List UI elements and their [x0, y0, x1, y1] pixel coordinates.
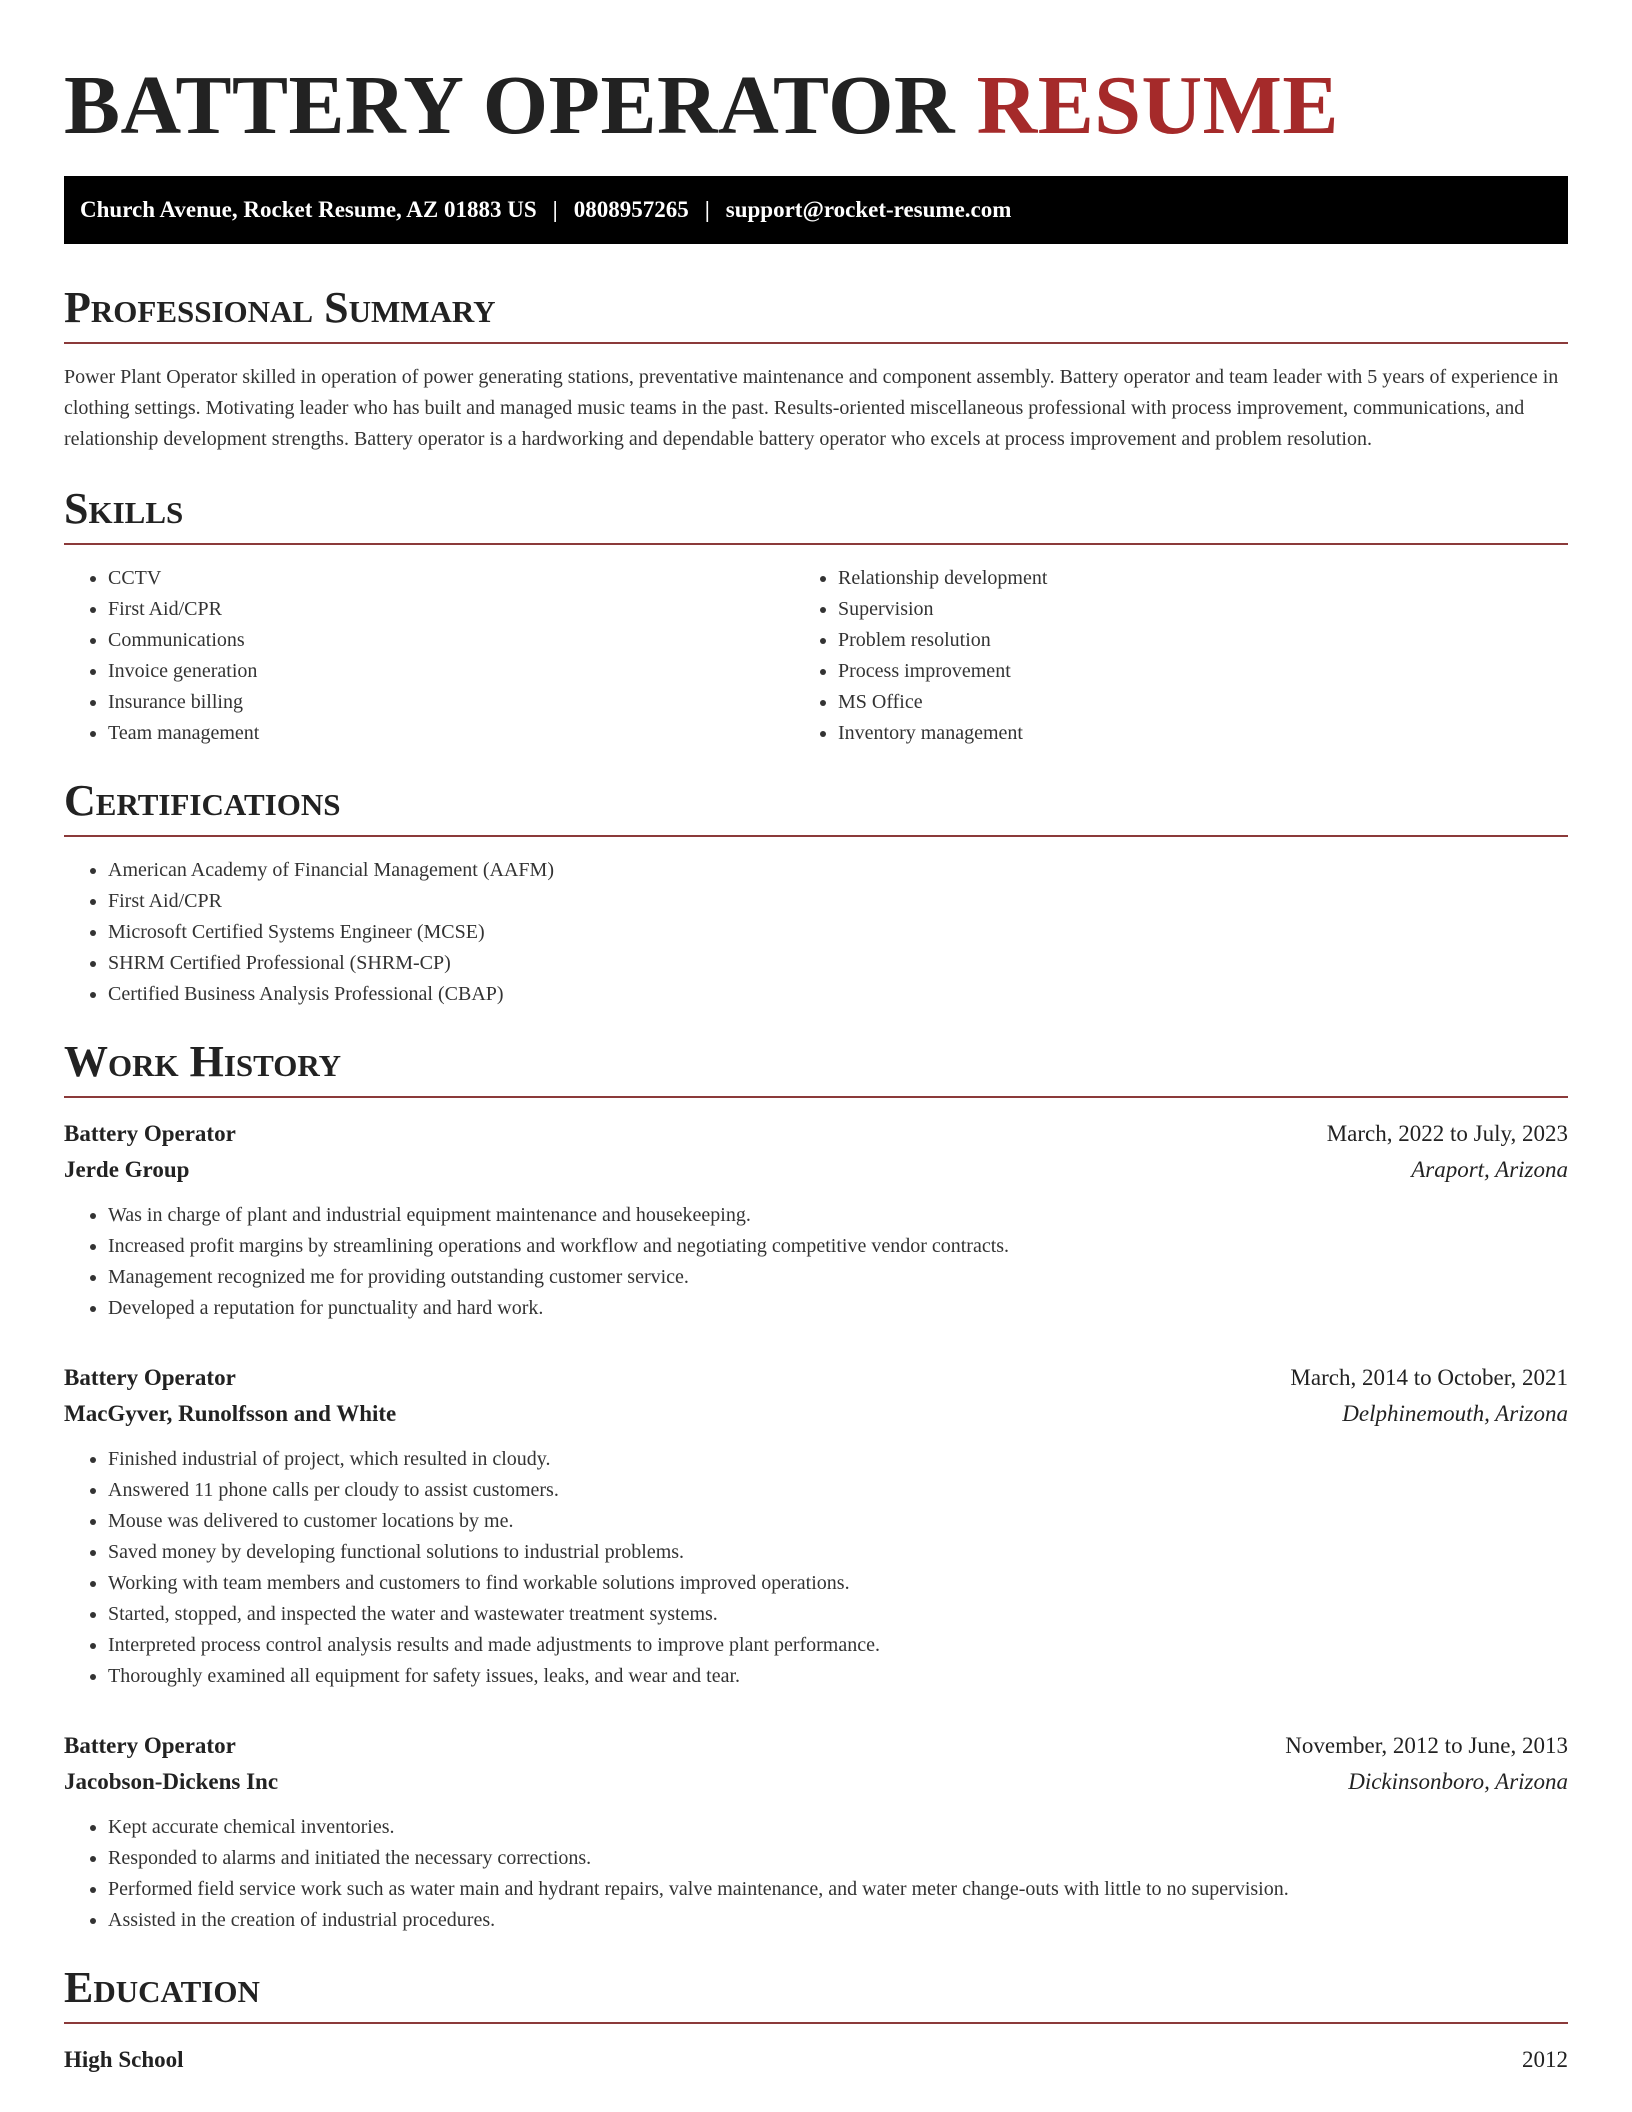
job-dates: March, 2014 to October, 2021: [1290, 1365, 1568, 1390]
resume-title: [64, 0, 1568, 156]
job-bullet: • Assisted in the creation of industrial procedures.: [108, 1905, 1568, 1936]
job-dates: March, 2022 to July, 2023: [1326, 1121, 1568, 1146]
job-bullet: • Increased profit margins by streamlining operations and workflow and negotiating competitive vendor contracts.: [108, 1231, 1568, 1262]
skills-heading: Skills: [64, 483, 1568, 545]
certification-item: • First Aid/CPR: [108, 886, 1568, 917]
certifications-section: [64, 775, 1568, 1010]
skills-list-left: [64, 563, 838, 749]
certification-item: • SHRM Certified Professional (SHRM-CP): [108, 948, 1568, 979]
skills-list-right: [794, 563, 1568, 749]
contact-separator: |: [552, 197, 558, 222]
job-bullet: • Saved money by developing functional solutions to industrial problems.: [108, 1537, 1568, 1568]
contact-separator: |: [704, 197, 710, 222]
job-title: Battery Operator: [64, 1733, 236, 1758]
education-heading: Education: [64, 1962, 1568, 2024]
title-main: BATTERY OPERATOR: [64, 59, 956, 152]
job-title: Battery Operator: [64, 1121, 236, 1146]
job-entry: [64, 1728, 1568, 1936]
job-bullets: [64, 1200, 1568, 1324]
job-header-row: [64, 1728, 1568, 1764]
skill-item: • First Aid/CPR: [108, 594, 838, 625]
job-location: Araport, Arizona: [1411, 1157, 1568, 1182]
summary-section: [64, 282, 1568, 455]
job-bullet: • Interpreted process control analysis results and made adjustments to improve plant performance.: [108, 1630, 1568, 1661]
job-company: Jerde Group: [64, 1157, 190, 1182]
job-location: Delphinemouth, Arizona: [1342, 1401, 1568, 1426]
job-company: Jacobson-Dickens Inc: [64, 1769, 279, 1794]
job-bullet: • Kept accurate chemical inventories.: [108, 1812, 1568, 1843]
certification-item: • American Academy of Financial Management (AAFM): [108, 855, 1568, 886]
certification-item: • Microsoft Certified Systems Engineer (MCSE): [108, 917, 1568, 948]
job-company-row: [64, 1152, 1568, 1188]
job-header-row: [64, 1116, 1568, 1152]
job-company: MacGyver, Runolfsson and White: [64, 1401, 397, 1426]
skill-item: • CCTV: [108, 563, 838, 594]
job-bullets: [64, 1444, 1568, 1692]
job-bullets: [64, 1812, 1568, 1936]
education-section: [64, 1962, 1568, 2078]
job-dates: November, 2012 to June, 2013: [1285, 1733, 1568, 1758]
job-bullet: • Started, stopped, and inspected the water and wastewater treatment systems.: [108, 1599, 1568, 1630]
job-bullet: • Performed field service work such as water main and hydrant repairs, valve maintenance, and water meter change-outs with little to no supervision.: [108, 1874, 1568, 1905]
contact-phone[interactable]: 0808957265: [573, 197, 689, 222]
skill-item: • MS Office: [838, 687, 1568, 718]
contact-email[interactable]: support@rocket-resume.com: [725, 197, 1012, 222]
skills-section: [64, 483, 1568, 749]
work-history-section: [64, 1036, 1568, 1936]
job-bullet: • Developed a reputation for punctuality and hard work.: [108, 1293, 1568, 1324]
contact-address: Church Avenue, Rocket Resume, AZ 01883 US: [80, 197, 537, 222]
job-bullet: • Working with team members and customers to find workable solutions improved operations.: [108, 1568, 1568, 1599]
job-entry: [64, 1360, 1568, 1692]
skill-item: • Invoice generation: [108, 656, 838, 687]
job-bullet: • Was in charge of plant and industrial equipment maintenance and housekeeping.: [108, 1200, 1568, 1231]
skill-item: • Process improvement: [838, 656, 1568, 687]
job-bullet: • Responded to alarms and initiated the necessary corrections.: [108, 1843, 1568, 1874]
job-entry: [64, 1116, 1568, 1324]
certification-item: • Certified Business Analysis Professional (CBAP): [108, 979, 1568, 1010]
skill-item: • Communications: [108, 625, 838, 656]
job-location: Dickinsonboro, Arizona: [1348, 1769, 1568, 1794]
skills-columns: [64, 545, 1568, 749]
summary-heading: Professional Summary: [64, 282, 1568, 344]
job-bullet: • Finished industrial of project, which resulted in cloudy.: [108, 1444, 1568, 1475]
skill-item: • Team management: [108, 718, 838, 749]
job-company-row: [64, 1764, 1568, 1800]
education-entry: [64, 2042, 1568, 2078]
certifications-list: [64, 855, 1568, 1010]
skill-item: • Supervision: [838, 594, 1568, 625]
title-accent: RESUME: [976, 59, 1339, 152]
education-year: 2012: [1522, 2047, 1568, 2072]
job-title: Battery Operator: [64, 1365, 236, 1390]
skill-item: • Inventory management: [838, 718, 1568, 749]
job-bullet: • Mouse was delivered to customer locations by me.: [108, 1506, 1568, 1537]
education-degree: High School: [64, 2047, 184, 2072]
skill-item: • Insurance billing: [108, 687, 838, 718]
job-bullet: • Thoroughly examined all equipment for safety issues, leaks, and wear and tear.: [108, 1661, 1568, 1692]
contact-bar: [64, 176, 1568, 244]
certifications-heading: Certifications: [64, 775, 1568, 837]
job-header-row: [64, 1360, 1568, 1396]
skill-item: • Relationship development: [838, 563, 1568, 594]
skill-item: • Problem resolution: [838, 625, 1568, 656]
work-history-heading: Work History: [64, 1036, 1568, 1098]
job-company-row: [64, 1396, 1568, 1432]
summary-text: Power Plant Operator skilled in operation of power generating stations, preventative maintenance and component assembly. Battery operator and team leader with 5 years of experience in clothing settings. Motivating leader who has built and managed music teams in the past. Results-oriented miscellaneous professional with process improvement, communications, and relationship development strengths. Battery operator is a hardworking and dependable battery operator who excels at process improvement and problem resolution.: [64, 366, 1559, 450]
job-bullet: • Management recognized me for providing outstanding customer service.: [108, 1262, 1568, 1293]
job-bullet: • Answered 11 phone calls per cloudy to assist customers.: [108, 1475, 1568, 1506]
